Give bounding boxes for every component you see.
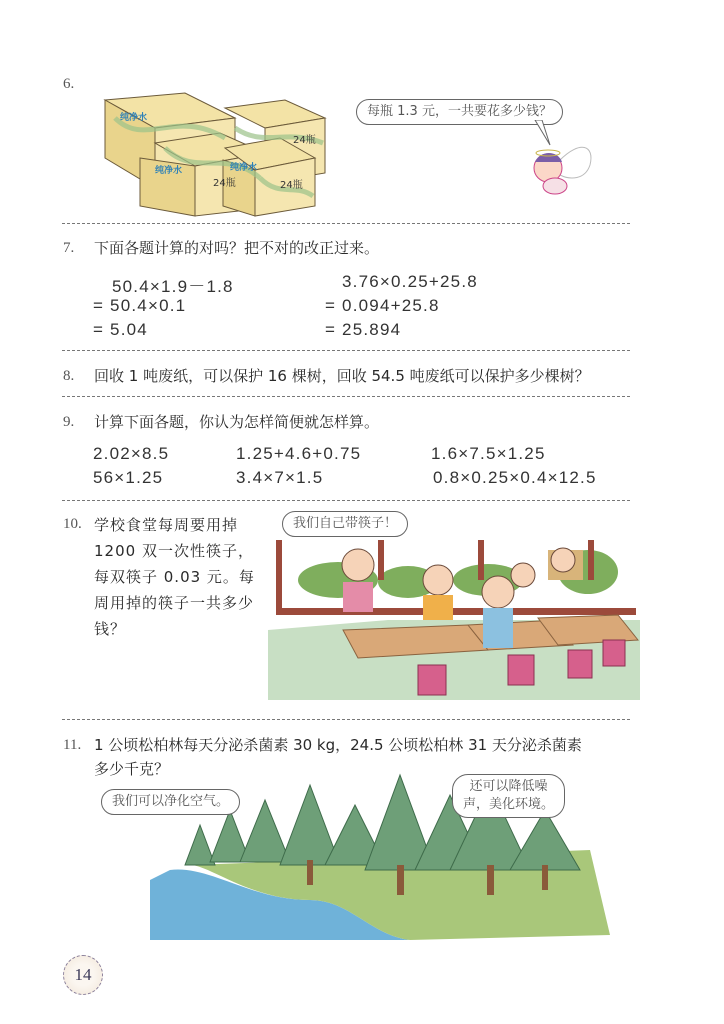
problem-10-number: 10. [63, 516, 82, 532]
angel-character-illustration [510, 120, 600, 200]
expr-2: 1.25+4.6+0.75 [236, 444, 362, 463]
calc-left-line-2: = 50.4×0.1 [93, 296, 187, 315]
page-number-badge: 14 [63, 955, 103, 995]
svg-text:24瓶: 24瓶 [293, 135, 316, 146]
svg-text:24瓶: 24瓶 [213, 178, 236, 189]
calc-right-line-1: 3.76×0.25+25.8 [342, 272, 478, 291]
divider [62, 396, 630, 397]
divider [62, 350, 630, 351]
svg-text:纯净水: 纯净水 [155, 166, 183, 176]
divider [62, 500, 630, 501]
water-boxes-illustration [95, 88, 330, 218]
speech-bubble-purify-air: 我们可以净化空气。 [101, 789, 240, 815]
expr-5: 3.4×7×1.5 [236, 468, 324, 487]
problem-9-number: 9. [63, 414, 75, 430]
svg-text:纯净水: 纯净水 [230, 163, 258, 173]
speech-bubble-price: 每瓶 1.3 元，一共要花多少钱？ [356, 99, 563, 125]
expr-6: 0.8×0.25×0.4×12.5 [433, 468, 597, 487]
speech-bubble-chopsticks: 我们自己带筷子！ [282, 511, 408, 537]
problem-6-number: 6. [63, 76, 75, 92]
svg-text:24瓶: 24瓶 [280, 180, 303, 191]
cafeteria-students-illustration [268, 540, 640, 700]
expr-4: 56×1.25 [93, 468, 164, 487]
divider [62, 223, 630, 224]
problem-11-text: 1 公顷松柏林每天分泌杀菌素 30 kg，24.5 公顷松柏林 31 天分泌杀菌素 多少千克？ [94, 736, 582, 778]
expr-1: 2.02×8.5 [93, 444, 170, 463]
problem-9-text: 计算下面各题，你认为怎样简便就怎样算。 [94, 413, 380, 431]
problem-7-number: 7. [63, 240, 75, 256]
calc-left-line-1: 50.4×1.9－1.8 [112, 277, 234, 296]
svg-text:纯净水: 纯净水 [120, 113, 148, 123]
calc-right-line-3: = 25.894 [325, 320, 402, 339]
expr-3: 1.6×7.5×1.25 [431, 444, 546, 463]
calc-right-line-2: = 0.094+25.8 [325, 296, 440, 315]
divider [62, 719, 630, 720]
problem-8-text: 回收 1 吨废纸，可以保护 16 棵树，回收 54.5 吨废纸可以保护多少棵树？ [94, 367, 590, 385]
problem-11-number: 11. [63, 737, 82, 753]
problem-7-text: 下面各题计算的对吗？把不对的改正过来。 [94, 239, 380, 257]
speech-bubble-reduce-noise: 还可以降低噪 声，美化环境。 [452, 774, 565, 818]
calc-left-line-3: = 5.04 [93, 320, 148, 339]
problem-8-number: 8. [63, 368, 75, 384]
problem-10-text: 学校食堂每周要用掉 1200 双一次性筷子， 每双筷子 0.03 元。每 周用掉的筷子一共多少 钱？ [94, 516, 255, 638]
